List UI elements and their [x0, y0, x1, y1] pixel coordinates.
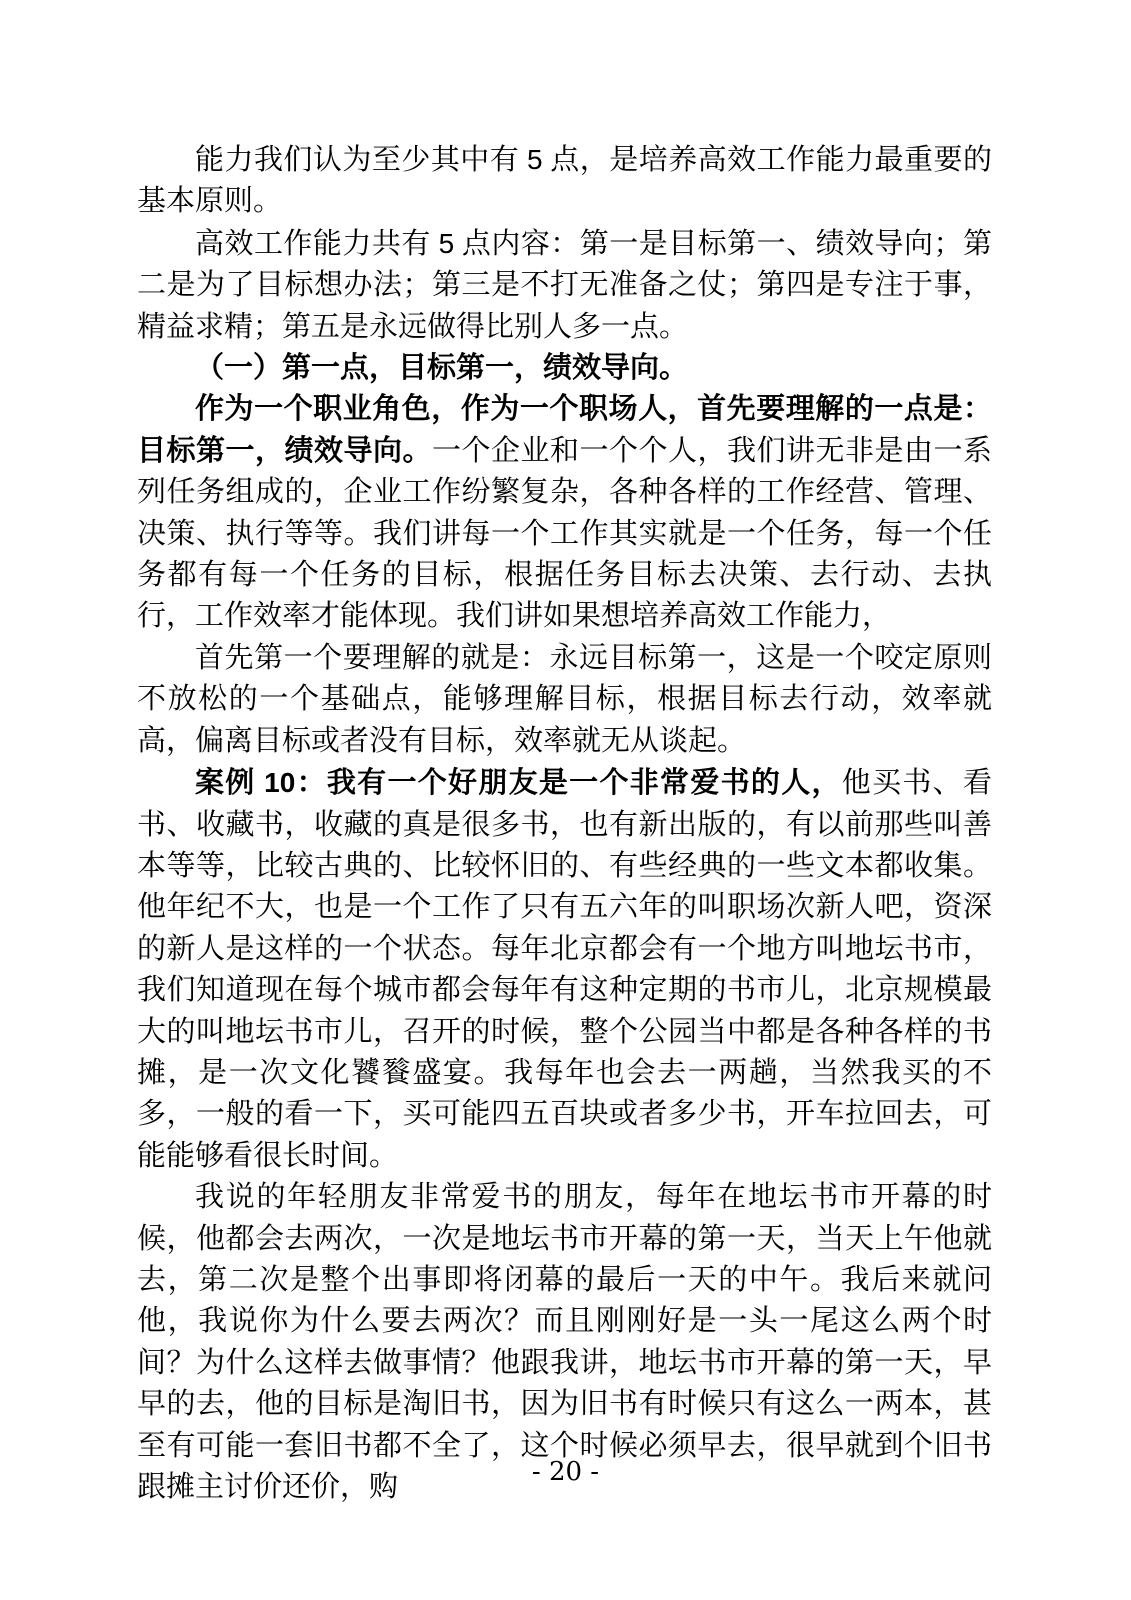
bold-number-run: 10 [264, 767, 296, 799]
text-run: 能力我们认为至少其中有 [195, 144, 527, 176]
heading-text-run: （一）第一点，目标第一，绩效导向。 [195, 352, 689, 385]
bold-text-run: ：我有一个好朋友是一个非常爱书的人， [295, 767, 842, 800]
paragraph-first-understanding [137, 638, 992, 762]
text-run: 我说的年轻朋友非常爱书的朋友，每年在地坛书市开幕的时候，他都会去两次，一次是地坛书市开幕的第一天，当天上午他就去，第二次是整个出事即将闭幕的最后一天的中午。我后来就问他，我说你为什么要去两次？而且刚刚好是一头一尾这么两个时间？为什么这样去做事情？他跟我讲，地坛书市开幕的第一天，早早的去，他的目标是淘旧书，因为旧书有时候只有这么一两本，甚至有可能一套旧书都不全了，这个时候必须早去，很早就到个旧书跟摊主讨价还价，购 [137, 1181, 992, 1503]
paragraph-basic-principles [137, 139, 992, 223]
paragraph-case-10 [137, 762, 992, 1177]
text-run: 首先第一个要理解的就是：永远目标第一，这是一个咬定原则不放松的一个基础点，能够理解目标，根据目标去行动，效率就高，偏离目标或者没有目标，效率就无从谈起。 [137, 641, 992, 757]
bold-text-run: 案例 [195, 767, 265, 800]
document-body [137, 139, 992, 1508]
paragraph-five-points-overview [137, 223, 992, 348]
text-run: 高效工作能力共有 [195, 227, 439, 260]
text-run: 点内容：第一是目标第一、绩效导向；第二是为了目标想办法；第三是不打无准备之仗；第四是专注于事，精益求精；第五是永远做得比别人多一点。 [137, 227, 992, 343]
text-run: 一个企业和一个个人，我们讲无非是由一系列任务组成的，企业工作纷繁复杂，各种各样的工作经营、管理、决策、执行等等。我们讲每一个工作其实就是一个任务，每一个任务都有每一个任务的目标，根据任务目标去决策、去行动、去执行，工作效率才能体现。我们讲如果想培养高效工作能力， [137, 434, 992, 633]
paragraph-goal-first [137, 389, 992, 637]
text-run: 他买书、看书、收藏书，收藏的真是很多书，也有新出版的，有以前那些叫善本等等，比较古典的、比较怀旧的、有些经典的一些文本都收集。他年纪不大，也是一个工作了只有五六年的叫职场次新人吧，资深的新人是这样的一个状态。每年北京都会有一个地方叫地坛书市，我们知道现在每个城市都会每年有这种定期的书市儿，北京规模最大的叫地坛书市儿，召开的时候，整个公园当中都是各种各样的书摊，是一次文化饕餮盛宴。我每年也会去一两趟，当然我买的不多，一般的看一下，买可能四五百块或者多少书，开车拉回去，可能能够看很长时间。 [137, 767, 992, 1172]
number-run: 5 [526, 144, 543, 175]
bold-text-run: 作为一个职业角色，作为一个职场人，首先要理解的一点是：目标第一，绩效导向。 [137, 393, 992, 467]
heading-point-one [137, 348, 992, 389]
number-run: 5 [438, 227, 455, 259]
page-number: - 20 - [531, 1457, 600, 1487]
text-run: 点，是培养高效工作能力最重要的基本原则。 [137, 144, 992, 218]
